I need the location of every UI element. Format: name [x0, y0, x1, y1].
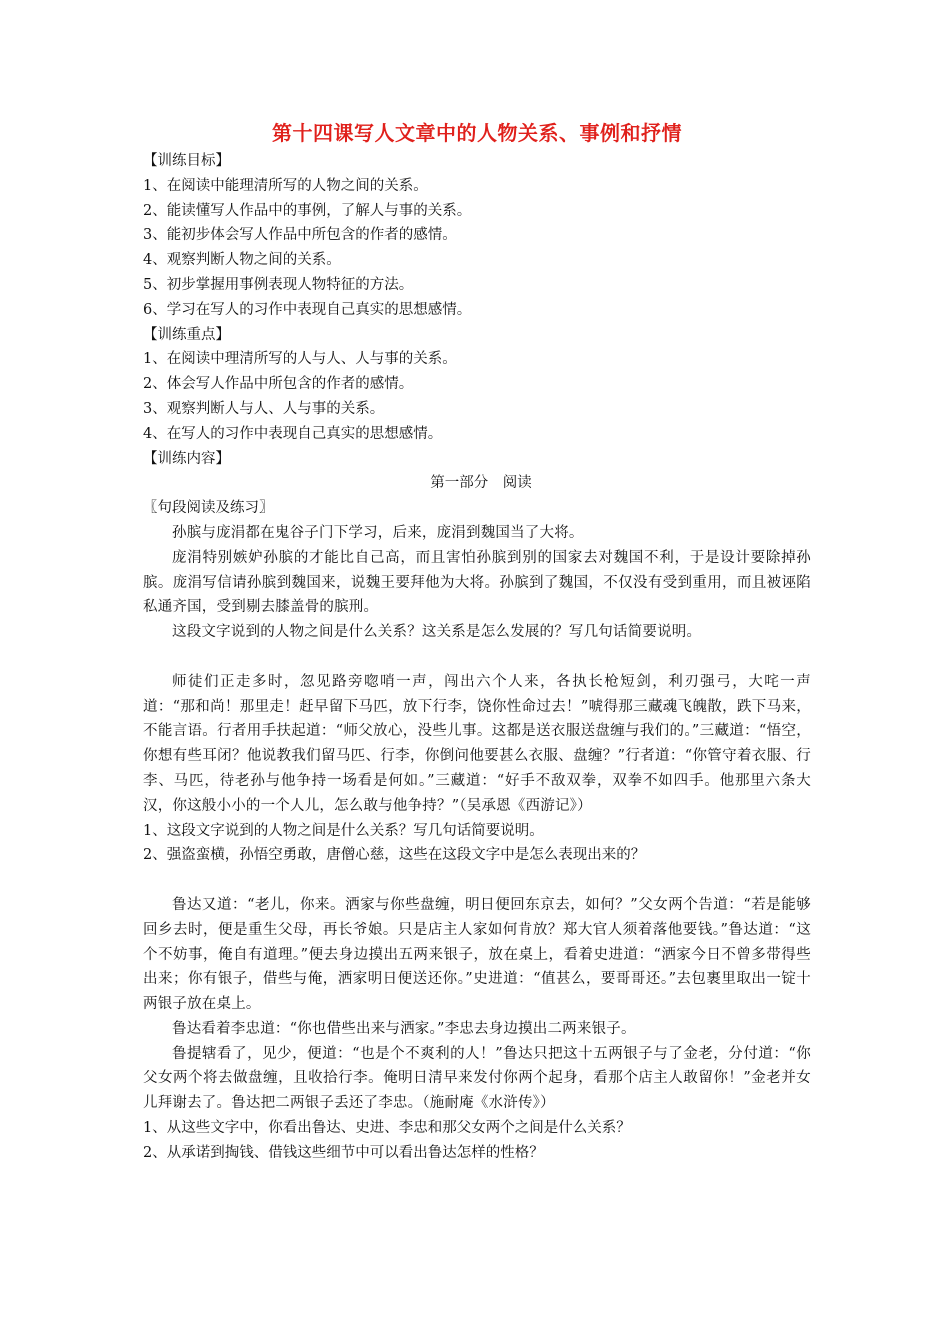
- focus-heading: 【训练重点】: [143, 326, 230, 343]
- goals-heading: 【训练目标】: [143, 153, 230, 169]
- passage3-paragraph: 鲁达看着李忠道：“你也借些出来与洒家。”李忠去身边摸出二两来银子。: [172, 1020, 636, 1037]
- passage2-question: 2、强盗蛮横，孙悟空勇敢，唐僧心慈，这些在这段文字中是怎么表现出来的？: [143, 847, 646, 864]
- blank-line: [143, 868, 811, 893]
- goal-item: 6、学习在写人的习作中表现自己真实的思想感情。: [143, 301, 472, 318]
- section-title: 〖句段阅读及练习〗: [143, 500, 274, 517]
- focus-item: 1、在阅读中理清所写的人与人、人与事的关系。: [143, 351, 457, 368]
- blank-line: [143, 645, 811, 670]
- passage3-paragraph: 鲁提辖看了，见少，便道：“也是个不爽利的人！”鲁达只把这十五两银子与了金老，分付道：“你父女两个将去做盘缠，且收拾行李。俺明日清早来发付你两个起身，看那个店主人敢留你！”金老并女儿拜谢去了。鲁达把二两银子丢还了李忠。（施耐庵《水浒传》）: [143, 1045, 811, 1112]
- passage1-paragraph: 孙膑与庞涓都在鬼谷子门下学习，后来，庞涓到魏国当了大将。: [172, 524, 584, 541]
- passage1-question: 这段文字说到的人物之间是什么关系？这关系是怎么发展的？写几句话简要说明。: [172, 624, 702, 641]
- page-title: 第十四课写人文章中的人物关系、事例和抒情: [272, 121, 682, 145]
- part-title: 第一部分 阅读: [430, 475, 532, 492]
- passage2-paragraph: 师徒们正走多时，忽见路旁唿哨一声，闯出六个人来，各执长枪短剑，利刃强弓，大咤一声道：“那和尚！那里走！赶早留下马匹，放下行李，饶你性命过去！”唬得那三藏魂飞魄散，跌下马来，不能言语。行者用手扶起道：“师父放心，没些儿事。这都是送衣服送盘缠与我们的。”三藏道：“悟空，你想有些耳闭？他说教我们留马匹、行李，你倒问他要甚么衣服、盘缠？”行者道：“你管守着衣服、行李、马匹，待老孙与他争持一场看是何如。”三藏道：“好手不敌双拳，双拳不如四手。他那里六条大汉，你这般小小的一个人儿，怎么敢与他争持？”（吴承恩《西游记》）: [143, 673, 811, 814]
- goal-item: 5、初步掌握用事例表现人物特征的方法。: [143, 276, 414, 293]
- goal-item: 3、能初步体会写人作品中所包含的作者的感情。: [143, 227, 457, 244]
- goal-item: 2、能读懂写人作品中的事例，了解人与事的关系。: [143, 202, 472, 219]
- content-heading: 【训练内容】: [143, 450, 230, 467]
- focus-item: 4、在写人的习作中表现自己真实的思想感情。: [143, 425, 443, 442]
- focus-item: 2、体会写人作品中所包含的作者的感情。: [143, 376, 414, 393]
- passage3-paragraph: 鲁达又道：“老儿，你来。洒家与你些盘缠，明日便回东京去，如何？”父女两个告道：“若是能够回乡去时，便是重生父母，再长爷娘。只是店主人家如何肯放？郑大官人须着落他要钱。”鲁达道：“这个不妨事，俺自有道理。”便去身边摸出五两来银子，放在桌上，看着史进道：“洒家今日不曾多带得些出来；你有银子，借些与俺，洒家明日便送还你。”史进道：“值甚么，要哥哥还。”去包裹里取出一锭十两银子放在桌上。: [143, 896, 811, 1013]
- passage3-question: 2、从承诺到掏钱、借钱这些细节中可以看出鲁达怎样的性格？: [143, 1144, 544, 1161]
- passage3-question: 1、从这些文字中，你看出鲁达、史进、李忠和那父女两个之间是什么关系？: [143, 1120, 631, 1137]
- passage1-paragraph: 庞涓特别嫉妒孙膑的才能比自己高，而且害怕孙膑到别的国家去对魏国不利，于是设计要除掉孙膑。庞涓写信请孙膑到魏国来，说魏王要拜他为大将。孙膑到了魏国，不仅没有受到重用，而且被诬陷私通齐国，受到剔去膝盖骨的膑刑。: [143, 549, 811, 616]
- focus-item: 3、观察判断人与人、人与事的关系。: [143, 400, 385, 417]
- goal-item: 1、在阅读中能理清所写的人物之间的关系。: [143, 177, 428, 194]
- document-page: [143, 118, 811, 1166]
- passage2-question: 1、这段文字说到的人物之间是什么关系？写几句话简要说明。: [143, 822, 544, 839]
- goal-item: 4、观察判断人物之间的关系。: [143, 252, 341, 269]
